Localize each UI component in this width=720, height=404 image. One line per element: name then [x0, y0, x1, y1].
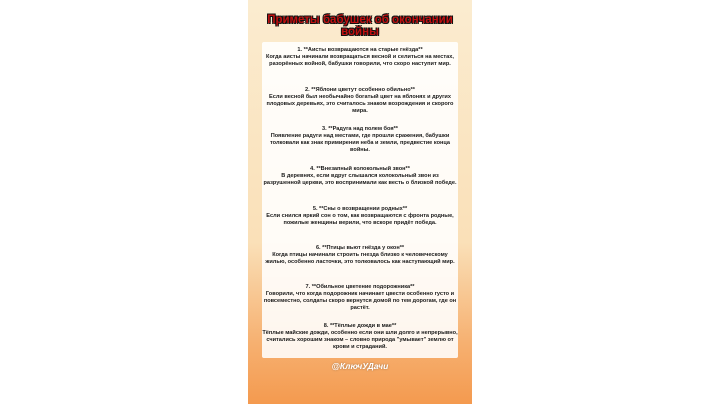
item-heading: 6. **Птицы вьют гнёзда у окон**	[315, 245, 405, 251]
item-heading: 8. **Тёплые дожди в мае**	[323, 323, 397, 329]
item-text: Если снился яркий сон о том, как возвращаются с фронта родные, пожилые женщины верили, что вскоре придёт победа.	[266, 213, 454, 226]
right-background	[472, 0, 720, 404]
watermark: @КлючУДачи	[331, 361, 389, 371]
list-item	[262, 245, 458, 266]
item-text: Тёплые майские дожди, особенно если они шли долго и непрерывно, считались хорошим знаком – словно природа "умывает" землю от крови и страданий.	[262, 330, 458, 350]
item-text: Появление радуги над местами, где прошли сражения, бабушки толковали как знак примирения неба и земли, предвестие конца войны.	[270, 133, 450, 153]
page-title: Приметы бабушек об окончании войны	[267, 14, 453, 38]
item-text: Если весной был необычайно богатый цвет на яблонях и других плодовых деревьях, это считалось знаком возрождения и скорого мира.	[266, 94, 454, 114]
item-text: Когда птицы начинали строить гнезда близко к человеческому жилью, особенно ласточки, это толковалось как наступающий мир.	[265, 252, 455, 265]
list-item	[262, 166, 458, 187]
item-heading: 7. **Обильное цветение подорожника**	[305, 284, 415, 290]
item-heading: 5. **Сны о возвращении родных**	[312, 206, 408, 212]
list-item	[262, 323, 458, 351]
item-text: В деревнях, если вдруг слышался колокольный звон из разрушенной церкви, это воспринимали как весть о близкой победе.	[263, 173, 457, 186]
list-item	[262, 206, 458, 227]
list-item	[262, 87, 458, 115]
item-heading: 1. **Аисты возвращаются на старые гнёзда**	[297, 47, 423, 53]
item-text: Когда аисты начинали возвращаться весной и селиться на местах, разорённых войной, бабушки говорили, что скоро наступит мир.	[266, 54, 454, 67]
video-frame[interactable]	[248, 0, 472, 404]
left-background	[0, 0, 248, 404]
list-item	[262, 126, 458, 154]
list-item	[262, 47, 458, 68]
list-item	[262, 284, 458, 312]
item-heading: 4. **Внезапный колокольный звон**	[310, 166, 410, 172]
item-text: Говорили, что когда подорожник начинает цвести особенно густо и повсеместно, солдаты скоро вернутся домой по тем дорогам, где он растёт.	[263, 291, 457, 311]
item-heading: 2. **Яблони цветут особенно обильно**	[305, 87, 415, 93]
item-heading: 3. **Радуга над полем боя**	[322, 126, 398, 132]
